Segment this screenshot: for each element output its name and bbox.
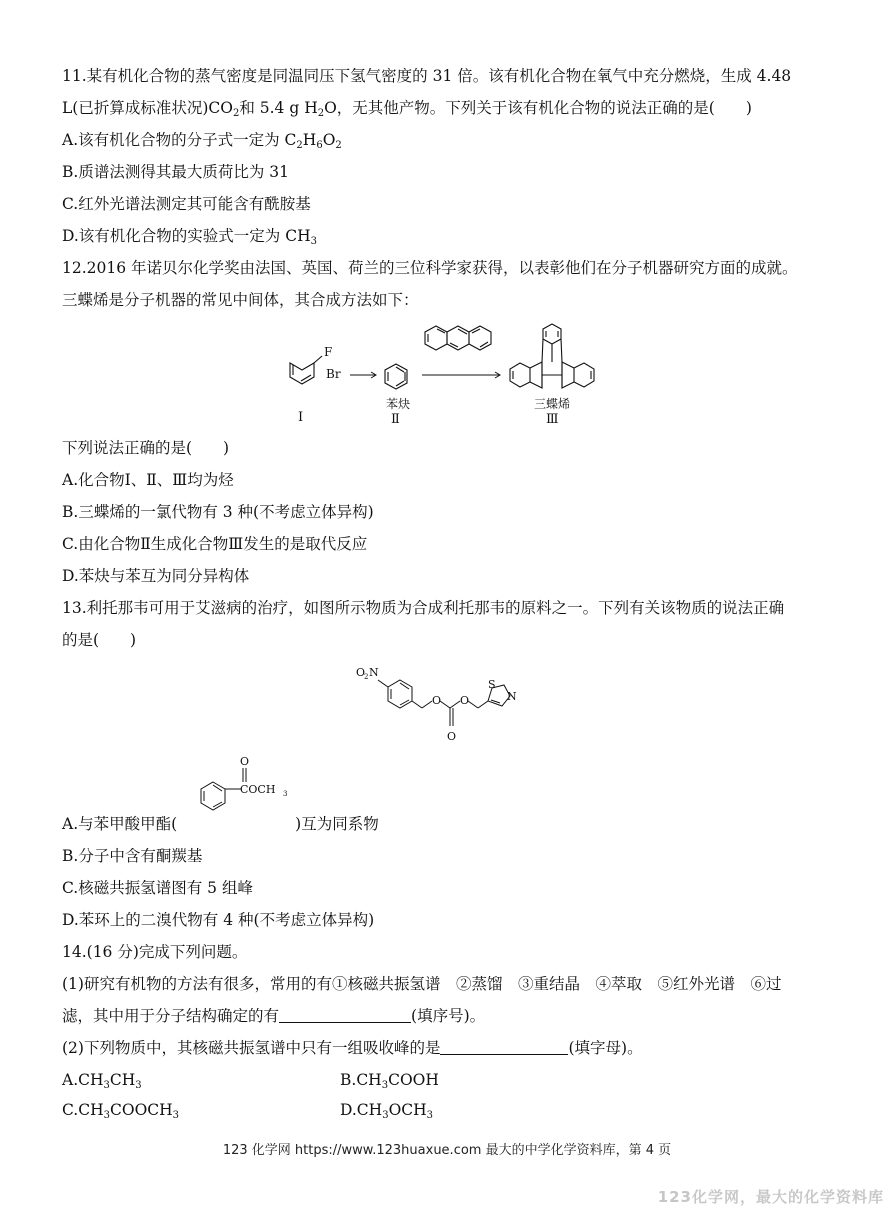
subscript: 3 xyxy=(382,1110,389,1121)
anthracene-structure xyxy=(425,326,491,350)
option-text: D.CH xyxy=(340,1101,383,1119)
subscript: 3 xyxy=(381,1080,389,1091)
compound-iii-label: Ⅲ xyxy=(546,412,559,427)
q12-line1: 12.2016 年诺贝尔化学奖由法国、英国、荷兰的三位科学家获得，以表彰他们在分子机器研究方面的成就。 xyxy=(62,259,798,277)
q12-option-b: B.三蝶烯的一氯代物有 3 种(不考虑立体异构) xyxy=(62,503,374,521)
q14-text: (2)下列物质中，其核磁共振氢谱中只有一组吸收峰的是 xyxy=(62,1039,441,1057)
triptycene-synthesis-figure xyxy=(280,318,620,430)
ritonavir-precursor-figure xyxy=(350,658,550,748)
carbonyl-oxygen: O xyxy=(447,730,457,743)
triptycene-structure xyxy=(510,324,594,388)
option-text: COOCH xyxy=(110,1101,173,1119)
q13-option-d: D.苯环上的二溴代物有 4 种(不考虑立体异构) xyxy=(62,911,375,929)
ester-carbonyl-o: O xyxy=(240,755,250,768)
ester-subscript: 3 xyxy=(283,790,288,798)
reaction-arrow-2 xyxy=(422,372,500,378)
q11-line1: 11.某有机化合物的蒸气密度是同温同压下氢气密度的 31 倍。该有机化合物在氧气中充分燃烧，生成 4.48 xyxy=(62,67,792,85)
q11-line2 xyxy=(62,98,752,118)
bromine-label: Br xyxy=(326,367,341,381)
q12-option-a: A.化合物Ⅰ、Ⅱ、Ⅲ均为烃 xyxy=(62,471,234,489)
triptycene-name: 三蝶烯 xyxy=(534,397,571,411)
q14-title: 14.(16 分)完成下列问题。 xyxy=(62,943,248,961)
q14-option-c xyxy=(62,1100,179,1120)
q12-line2: 三蝶烯是分子机器的常见中间体，其合成方法如下： xyxy=(62,291,419,309)
ether-oxygen-2: O xyxy=(460,694,470,707)
q14-text: (填字母)。 xyxy=(568,1039,643,1057)
compound-ii-label: Ⅱ xyxy=(391,412,400,427)
option-text: A.CH xyxy=(62,1071,104,1089)
q14-option-a xyxy=(62,1070,142,1090)
option-text: CH xyxy=(109,1071,136,1089)
reaction-arrow-1 xyxy=(350,372,376,378)
subscript: 3 xyxy=(103,1110,110,1121)
q14-text: (填序号)。 xyxy=(411,1007,486,1025)
benzyne-structure xyxy=(385,364,407,389)
option-text: H xyxy=(302,131,317,149)
q11-option-a xyxy=(62,130,342,150)
q12-option-d: D.苯炔与苯互为同分异构体 xyxy=(62,567,250,585)
q14-part2 xyxy=(62,1038,643,1058)
page-footer: 123 化学网 https://www.123huaxue.com 最大的中学化学资料库，第 4 页 xyxy=(222,1143,672,1158)
q11-text: 和 5.4 g H xyxy=(239,99,318,117)
subscript: 2 xyxy=(335,140,342,151)
answer-blank-2[interactable] xyxy=(440,1040,568,1055)
nitro-subscript: 2 xyxy=(364,673,369,681)
nitro-n: N xyxy=(369,666,379,679)
subscript: 3 xyxy=(135,1080,142,1091)
q11-option-c: C.红外光谱法测定其可能含有酰胺基 xyxy=(62,195,311,213)
q11-option-b: B.质谱法测得其最大质荷比为 31 xyxy=(62,163,289,181)
q11-text: L(已折算成标准状况)CO xyxy=(62,99,233,117)
option-text: D.该有机化合物的实验式一定为 CH xyxy=(62,227,311,245)
compound-i-label: Ⅰ xyxy=(298,410,304,425)
option-text: OCH xyxy=(388,1101,427,1119)
option-text: A.该有机化合物的分子式一定为 C xyxy=(62,131,297,149)
q13-option-a xyxy=(62,814,379,834)
ether-oxygen-1: O xyxy=(432,694,442,707)
q12-option-c: C.由化合物Ⅱ生成化合物Ⅲ发生的是取代反应 xyxy=(62,535,368,553)
subscript: 3 xyxy=(103,1080,110,1091)
option-text: A.与苯甲酸甲酯( xyxy=(62,815,178,833)
subscript: 6 xyxy=(316,140,323,151)
subscript: 2 xyxy=(296,140,303,151)
answer-blank-1[interactable] xyxy=(279,1008,411,1023)
subscript: 2 xyxy=(317,108,325,119)
q11-option-d xyxy=(62,226,317,246)
q11-text: O，无其他产物。下列关于该有机化合物的说法正确的是( ) xyxy=(324,99,752,117)
thiazole-nitrogen: N xyxy=(507,690,517,703)
subscript: 3 xyxy=(172,1110,180,1121)
option-text: )互为同系物 xyxy=(295,815,379,833)
q13-option-b: B.分子中含有酮羰基 xyxy=(62,847,203,865)
q14-text: 滤，其中用于分子结构确定的有 xyxy=(62,1007,280,1025)
q13-option-c: C.核磁共振氢谱图有 5 组峰 xyxy=(62,879,253,897)
q13-line1: 13.利托那韦可用于艾滋病的治疗，如图所示物质为合成利托那韦的原料之一。下列有关该物质的说法正确 xyxy=(62,599,785,617)
option-text: COOH xyxy=(388,1071,439,1089)
subscript: 3 xyxy=(426,1110,434,1121)
q14-part1-line2 xyxy=(62,1006,485,1026)
q12-stem: 下列说法正确的是( ) xyxy=(62,439,230,457)
subscript: 2 xyxy=(232,108,240,119)
q14-part1-line1: (1)研究有机物的方法有很多，常用的有①核磁共振氢谱 ②蒸馏 ③重结晶 ④萃取 ⑤红外光谱 ⑥过 xyxy=(62,975,782,993)
benzyne-name: 苯炔 xyxy=(386,397,411,411)
watermark-text: 123化学网，最大的化学资料库 xyxy=(657,1188,884,1206)
ester-group: COCH xyxy=(240,783,276,796)
q14-option-d xyxy=(340,1100,433,1120)
thiazole-sulfur: S xyxy=(488,678,496,691)
subscript: 3 xyxy=(310,236,317,247)
option-text: C.CH xyxy=(62,1101,104,1119)
fluorine-label: F xyxy=(324,345,333,359)
compound-i-structure xyxy=(290,356,324,384)
q14-option-b xyxy=(340,1070,439,1090)
q13-line2: 的是( ) xyxy=(62,631,137,649)
nitro-o: O xyxy=(356,666,366,679)
option-text: O xyxy=(322,131,336,149)
option-text: B.CH xyxy=(340,1071,382,1089)
